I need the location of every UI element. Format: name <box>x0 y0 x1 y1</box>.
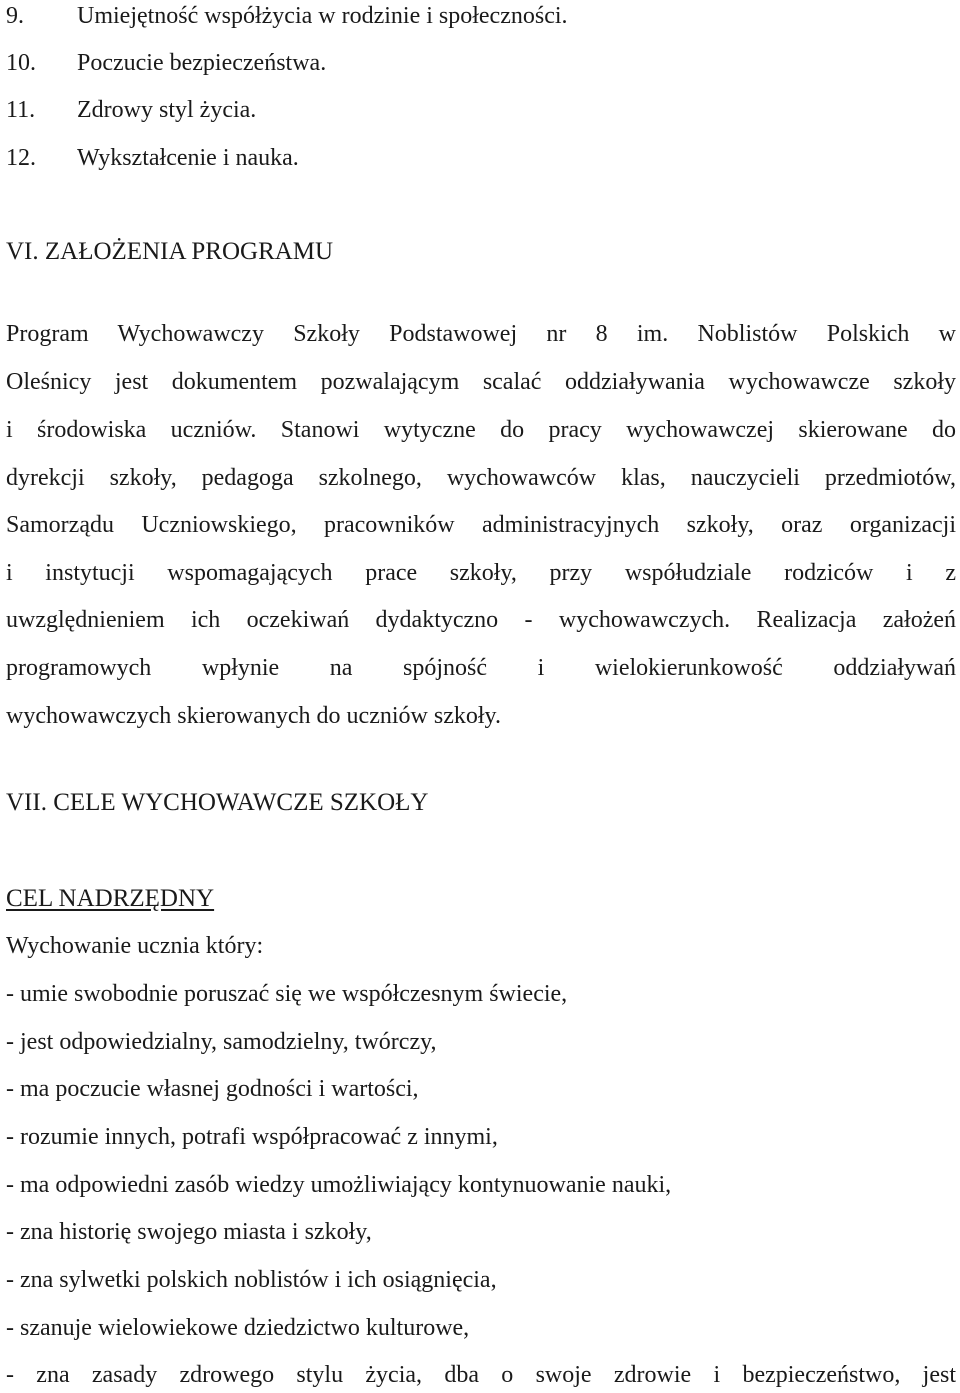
section-heading-vi: VI. ZAŁOŻENIA PROGRAMU <box>6 238 334 265</box>
list-item-text: Zdrowy styl życia. <box>77 97 257 123</box>
list-item-number: 10. <box>6 50 36 76</box>
goal-item-last: - zna zasady zdrowego stylu życia, dba o swoje zdrowie i bezpieczeństwo, jest <box>6 1362 956 1388</box>
goal-item: - ma poczucie własnej godności i wartości, <box>6 1076 419 1102</box>
goal-item: - rozumie innych, potrafi współpracować z innymi, <box>6 1124 498 1150</box>
paragraph-line: i środowiska uczniów. Stanowi wytyczne do pracy wychowawczej skierowane do <box>6 417 956 443</box>
subheading-main-goal: CEL NADRZĘDNY <box>6 885 215 912</box>
goal-item: - ma odpowiedni zasób wiedzy umożliwiający kontynuowanie nauki, <box>6 1172 672 1198</box>
list-item-number: 9. <box>6 3 24 29</box>
goal-item: - szanuje wielowiekowe dziedzictwo kulturowe, <box>6 1315 470 1341</box>
section-heading-vii: VII. CELE WYCHOWAWCZE SZKOŁY <box>6 789 429 816</box>
paragraph-line: Oleśnicy jest dokumentem pozwalającym scalać oddziaływania wychowawcze szkoły <box>6 369 956 395</box>
list-item-text: Wykształcenie i nauka. <box>77 145 299 171</box>
paragraph-line: uwzględnieniem ich oczekiwań dydaktyczno - wychowawczych. Realizacja założeń <box>6 607 956 633</box>
paragraph-line: programowych wpłynie na spójność i wielokierunkowość oddziaływań <box>6 655 956 681</box>
list-item <box>6 2 568 30</box>
paragraph-line: dyrekcji szkoły, pedagoga szkolnego, wychowawców klas, nauczycieli przedmiotów, <box>6 465 956 491</box>
paragraph-line: i instytucji wspomagających prace szkoły, przy współudziale rodziców i z <box>6 560 956 586</box>
goal-item: - zna historię swojego miasta i szkoły, <box>6 1219 372 1245</box>
list-item <box>6 49 326 77</box>
list-item-number: 12. <box>6 145 36 171</box>
list-item-text: Umiejętność współżycia w rodzinie i społeczności. <box>77 3 568 29</box>
list-item-number: 11. <box>6 97 36 123</box>
goal-item: - zna sylwetki polskich noblistów i ich osiągnięcia, <box>6 1267 497 1293</box>
list-item <box>6 96 256 124</box>
paragraph-line: Samorządu Uczniowskiego, pracowników administracyjnych szkoły, oraz organizacji <box>6 512 956 538</box>
list-item-text: Poczucie bezpieczeństwa. <box>77 50 327 76</box>
goal-item: - umie swobodnie poruszać się we współczesnym świecie, <box>6 981 568 1007</box>
paragraph-line: Program Wychowawczy Szkoły Podstawowej nr 8 im. Noblistów Polskich w <box>6 321 956 347</box>
goal-intro: Wychowanie ucznia który: <box>6 933 264 959</box>
goal-item: - jest odpowiedzialny, samodzielny, twórczy, <box>6 1029 437 1055</box>
list-item <box>6 144 299 172</box>
paragraph-line-last: wychowawczych skierowanych do uczniów szkoły. <box>6 703 501 729</box>
